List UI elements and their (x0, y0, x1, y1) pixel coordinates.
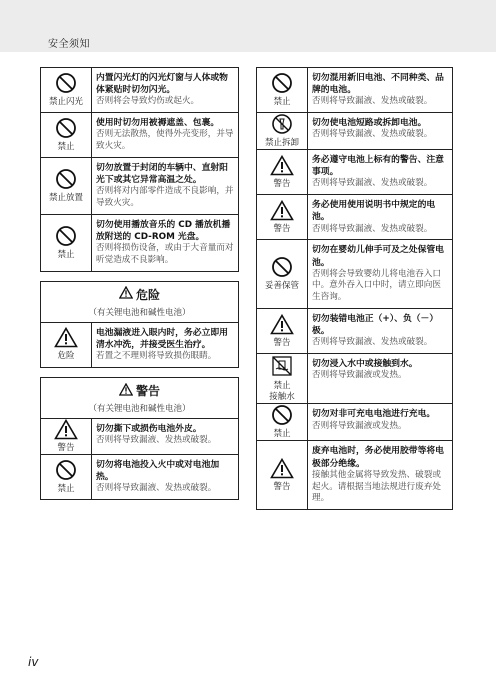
row-text-cell (308, 68, 452, 112)
instruction-text: 切勿使用播放音乐的 CD 播放机播放附送的 CD-ROM 光盘。 (96, 219, 231, 243)
consequence-text: 否则将导致漏液、发热或破裂。 (312, 223, 433, 234)
symbol-label: 禁止拆卸 (264, 138, 299, 149)
instruction-text: 切勿混用新旧电池、不同种类、品牌的电池。 (312, 73, 444, 96)
symbol-label: 危险 (57, 351, 75, 362)
instruction-text: 务必遵守电池上标有的警告、注意事项。 (312, 155, 444, 178)
danger-subtitle: （有关锂电池和碱性电池） (88, 307, 191, 318)
instruction-text: 切勿将电池投入火中或对电池加热。 (96, 460, 220, 483)
row-symbol-cell (257, 195, 308, 239)
symbol-label: 禁止 (57, 142, 75, 152)
safety-table-general (40, 67, 239, 272)
row-symbol-cell (257, 404, 308, 440)
row-text-cell (92, 68, 238, 112)
safety-row (257, 194, 452, 239)
row-text-cell (308, 441, 452, 509)
symbol-label: 禁止放置 (48, 192, 83, 203)
warning-icon (270, 200, 294, 221)
instruction-text: 使用时切勿用被褥遮盖、包裹。 (96, 118, 220, 129)
prohibited-icon (271, 404, 293, 426)
consequence-text: 否则将导致漏液、发热或破裂。 (312, 337, 433, 348)
consequence-text: 否则将对内部零件造成不良影响，并导致火灾。 (96, 186, 234, 209)
row-symbol-cell (41, 113, 92, 157)
instruction-text: 切勿对非可充电电池进行充电。 (312, 409, 436, 420)
safety-row (41, 214, 238, 271)
safety-row (257, 239, 452, 308)
instruction-text: 切勿使电池短路或拆卸电池。 (312, 118, 427, 129)
instruction-text: 务必使用使用说明书中规定的电池。 (312, 200, 436, 223)
prohibited-icon (55, 459, 77, 481)
safety-row (41, 454, 238, 499)
row-text-cell (92, 455, 238, 499)
row-symbol-cell (257, 150, 308, 194)
row-text-cell (308, 240, 452, 308)
row-symbol-cell (41, 455, 92, 499)
row-symbol-cell (41, 323, 92, 367)
prohibited-icon (55, 117, 77, 139)
symbol-label: 警告 (273, 481, 291, 492)
symbol-label: 警告 (273, 178, 291, 189)
row-text-cell (92, 158, 238, 214)
row-text-cell (92, 113, 238, 157)
row-text-cell (92, 419, 238, 454)
consequence-text: 否则将导致漏液或发热。 (312, 420, 407, 431)
row-text-cell (92, 323, 238, 367)
safety-row (41, 419, 238, 454)
danger-title: 危险 (135, 287, 160, 302)
prohibited-icon (55, 72, 77, 94)
right-column (256, 67, 453, 510)
instruction-text: 切勿浸入水中或接触到水。 (312, 359, 418, 370)
row-text-cell (308, 404, 452, 440)
consequence-text: 否则无法散热，使得外壳变形，并导致火灾。 (96, 129, 234, 152)
warning-icon (54, 419, 78, 440)
row-symbol-cell (257, 68, 308, 112)
safety-table-batteries (256, 67, 453, 510)
symbol-label: 警告 (57, 443, 75, 453)
safety-row (257, 308, 452, 353)
row-text-cell (308, 354, 452, 403)
row-symbol-cell (257, 354, 308, 403)
warning-icon (270, 155, 294, 176)
safety-row (41, 68, 238, 112)
consequence-text: 否则将导致漏液、发热或破裂。 (312, 129, 433, 140)
symbol-label: 妥善保管 (264, 281, 299, 292)
row-symbol-cell (41, 158, 92, 214)
left-column (40, 67, 239, 500)
danger-table (40, 322, 239, 368)
instruction-text: 废弃电池时，务必使用胶带等将电极部分绝缘。 (312, 446, 444, 469)
row-symbol-cell (257, 240, 308, 308)
safety-row (257, 403, 452, 440)
warning-heading-box (40, 377, 239, 418)
row-text-cell (308, 150, 452, 194)
warning-table (40, 418, 239, 500)
symbol-label: 禁止 接触水 (269, 381, 295, 403)
row-text-cell (92, 215, 238, 271)
safety-row (257, 68, 452, 112)
instruction-text: 切勿在婴幼儿伸手可及之处保管电池。 (312, 245, 444, 268)
row-symbol-cell (257, 309, 308, 353)
safety-row (41, 112, 238, 157)
symbol-label: 警告 (273, 223, 291, 234)
instruction-text: 内置闪光灯的闪光灯窗与人体或物体紧贴时切勿闪光。 (96, 73, 228, 96)
symbol-label: 禁止 (273, 429, 291, 440)
consequence-text: 接触其他金属将导致发热、破裂或起火。请根据当地法规进行废弃处理。 (312, 469, 441, 504)
row-symbol-cell (257, 441, 308, 509)
instruction-text: 切勿装错电池正（+）、负（－）极。 (312, 314, 439, 337)
row-symbol-cell (257, 113, 308, 149)
prohibited-icon (271, 256, 293, 278)
instruction-text: 切勿放置于封闭的车辆中、直射阳光下或其它异常高温之处。 (96, 162, 228, 186)
page-number: iv (28, 655, 39, 669)
symbol-label: 禁止 (57, 249, 75, 260)
no-disassembly-icon (271, 113, 293, 135)
symbol-label: 禁止闪光 (48, 97, 83, 108)
row-symbol-cell (41, 215, 92, 271)
danger-heading-box (40, 281, 239, 322)
consequence-text: 否则将损伤设备，或由于大音量而对听觉造成不良影响。 (96, 243, 234, 266)
symbol-label: 禁止 (273, 97, 291, 108)
safety-row (257, 353, 452, 403)
safety-row (41, 157, 238, 214)
consequence-text: 否则将导致漏液、发热或破裂。 (312, 96, 433, 107)
row-symbol-cell (41, 419, 92, 454)
instruction-text: 电池漏液进入眼内时，务必立即用清水冲洗，并接受医生治疗。 (96, 327, 228, 351)
warning-icon (119, 286, 133, 302)
consequence-text: 否则将导致漏液、发热或破裂。 (312, 178, 433, 189)
warning-icon (119, 383, 133, 399)
prohibited-icon (55, 168, 77, 190)
warning-icon (270, 458, 294, 479)
row-text-cell (308, 113, 452, 149)
warning-subtitle: （有关锂电池和碱性电池） (88, 404, 191, 414)
consequence-text: 否则将导致漏液、发热或破裂。 (96, 483, 217, 494)
prohibited-icon (55, 225, 77, 247)
row-symbol-cell (41, 68, 92, 112)
no-water-icon (270, 354, 294, 378)
page-header-title: 安全须知 (48, 39, 90, 50)
symbol-label: 禁止 (57, 484, 75, 495)
safety-row (257, 112, 452, 149)
row-text-cell (308, 309, 452, 353)
warning-title: 警告 (135, 384, 160, 398)
warning-icon (270, 314, 294, 335)
instruction-text: 切勿撕下或损伤电池外皮。 (96, 424, 202, 434)
warning-icon (54, 327, 78, 348)
consequence-text: 否则将导致漏液或发热。 (312, 370, 407, 381)
symbol-label: 警告 (273, 337, 291, 348)
consequence-text: 若置之不理则将导致损伤眼睛。 (96, 351, 217, 362)
row-text-cell (308, 195, 452, 239)
safety-row (41, 323, 238, 367)
consequence-text: 否则将会导致灼伤或起火。 (96, 96, 200, 107)
consequence-text: 否则将导致漏液、发热或破裂。 (96, 435, 217, 446)
safety-row (257, 440, 452, 509)
consequence-text: 否则将会导致婴幼儿将电池吞入口中。意外吞入口中时，请立即向医生咨询。 (312, 268, 441, 303)
safety-row (257, 149, 452, 194)
prohibited-icon (271, 72, 293, 94)
